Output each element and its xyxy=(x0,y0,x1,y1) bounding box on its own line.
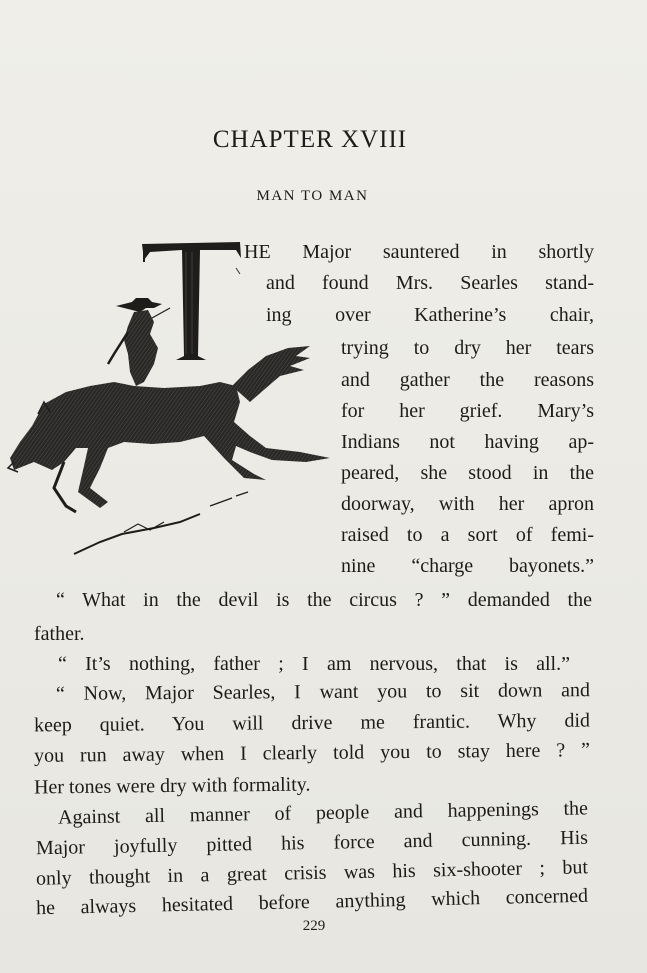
text-line: “ It’s nothing, father ; I am nervous, that is all.” xyxy=(58,653,570,675)
text-line: Against all manner of people and happenings the xyxy=(57,797,589,829)
text-line: doorway, with her apron xyxy=(341,493,594,515)
text-line: Indians not having ap- xyxy=(341,431,594,453)
text-line: “ What in the devil is the circus ? ” demanded the xyxy=(56,589,592,611)
text-line: Major joyfully pitted his force and cunning. His xyxy=(35,826,589,860)
drop-cap-letter xyxy=(142,242,241,360)
text-line: father. xyxy=(34,623,85,645)
text-line: “ Now, Major Searles, I want you to sit down and xyxy=(55,679,591,705)
chapter-subtitle: MAN TO MAN xyxy=(256,188,369,204)
text-line: trying to dry her tears xyxy=(341,337,594,359)
text-line: for her grief. Mary’s xyxy=(341,400,594,422)
rider-figure xyxy=(108,298,170,386)
text-line: and found Mrs. Searles stand- xyxy=(266,272,594,294)
text-line: you run away when I clearly told you to stay here ? ” xyxy=(33,739,591,767)
text-line: nine “charge bayonets.” xyxy=(341,555,594,577)
chapter-title: CHAPTER XVIII xyxy=(212,126,408,153)
horse-figure xyxy=(8,346,330,554)
text-line: only thought in a great crisis was his six-shooter ; but xyxy=(35,856,589,890)
text-line: he always hesitated before anything which concerned xyxy=(35,884,589,920)
text-line: raised to a sort of femi- xyxy=(341,524,594,546)
text-line: and gather the reasons xyxy=(341,369,594,391)
page-number: 229 xyxy=(302,918,326,934)
text-line: keep quiet. You will drive me frantic. Why did xyxy=(33,709,591,737)
text-line: HE Major sauntered in shortly xyxy=(244,241,594,263)
text-line: ing over Katherine’s chair, xyxy=(266,304,594,326)
text-line: Her tones were dry with formality. xyxy=(33,773,311,799)
text-line: peared, she stood in the xyxy=(341,462,594,484)
